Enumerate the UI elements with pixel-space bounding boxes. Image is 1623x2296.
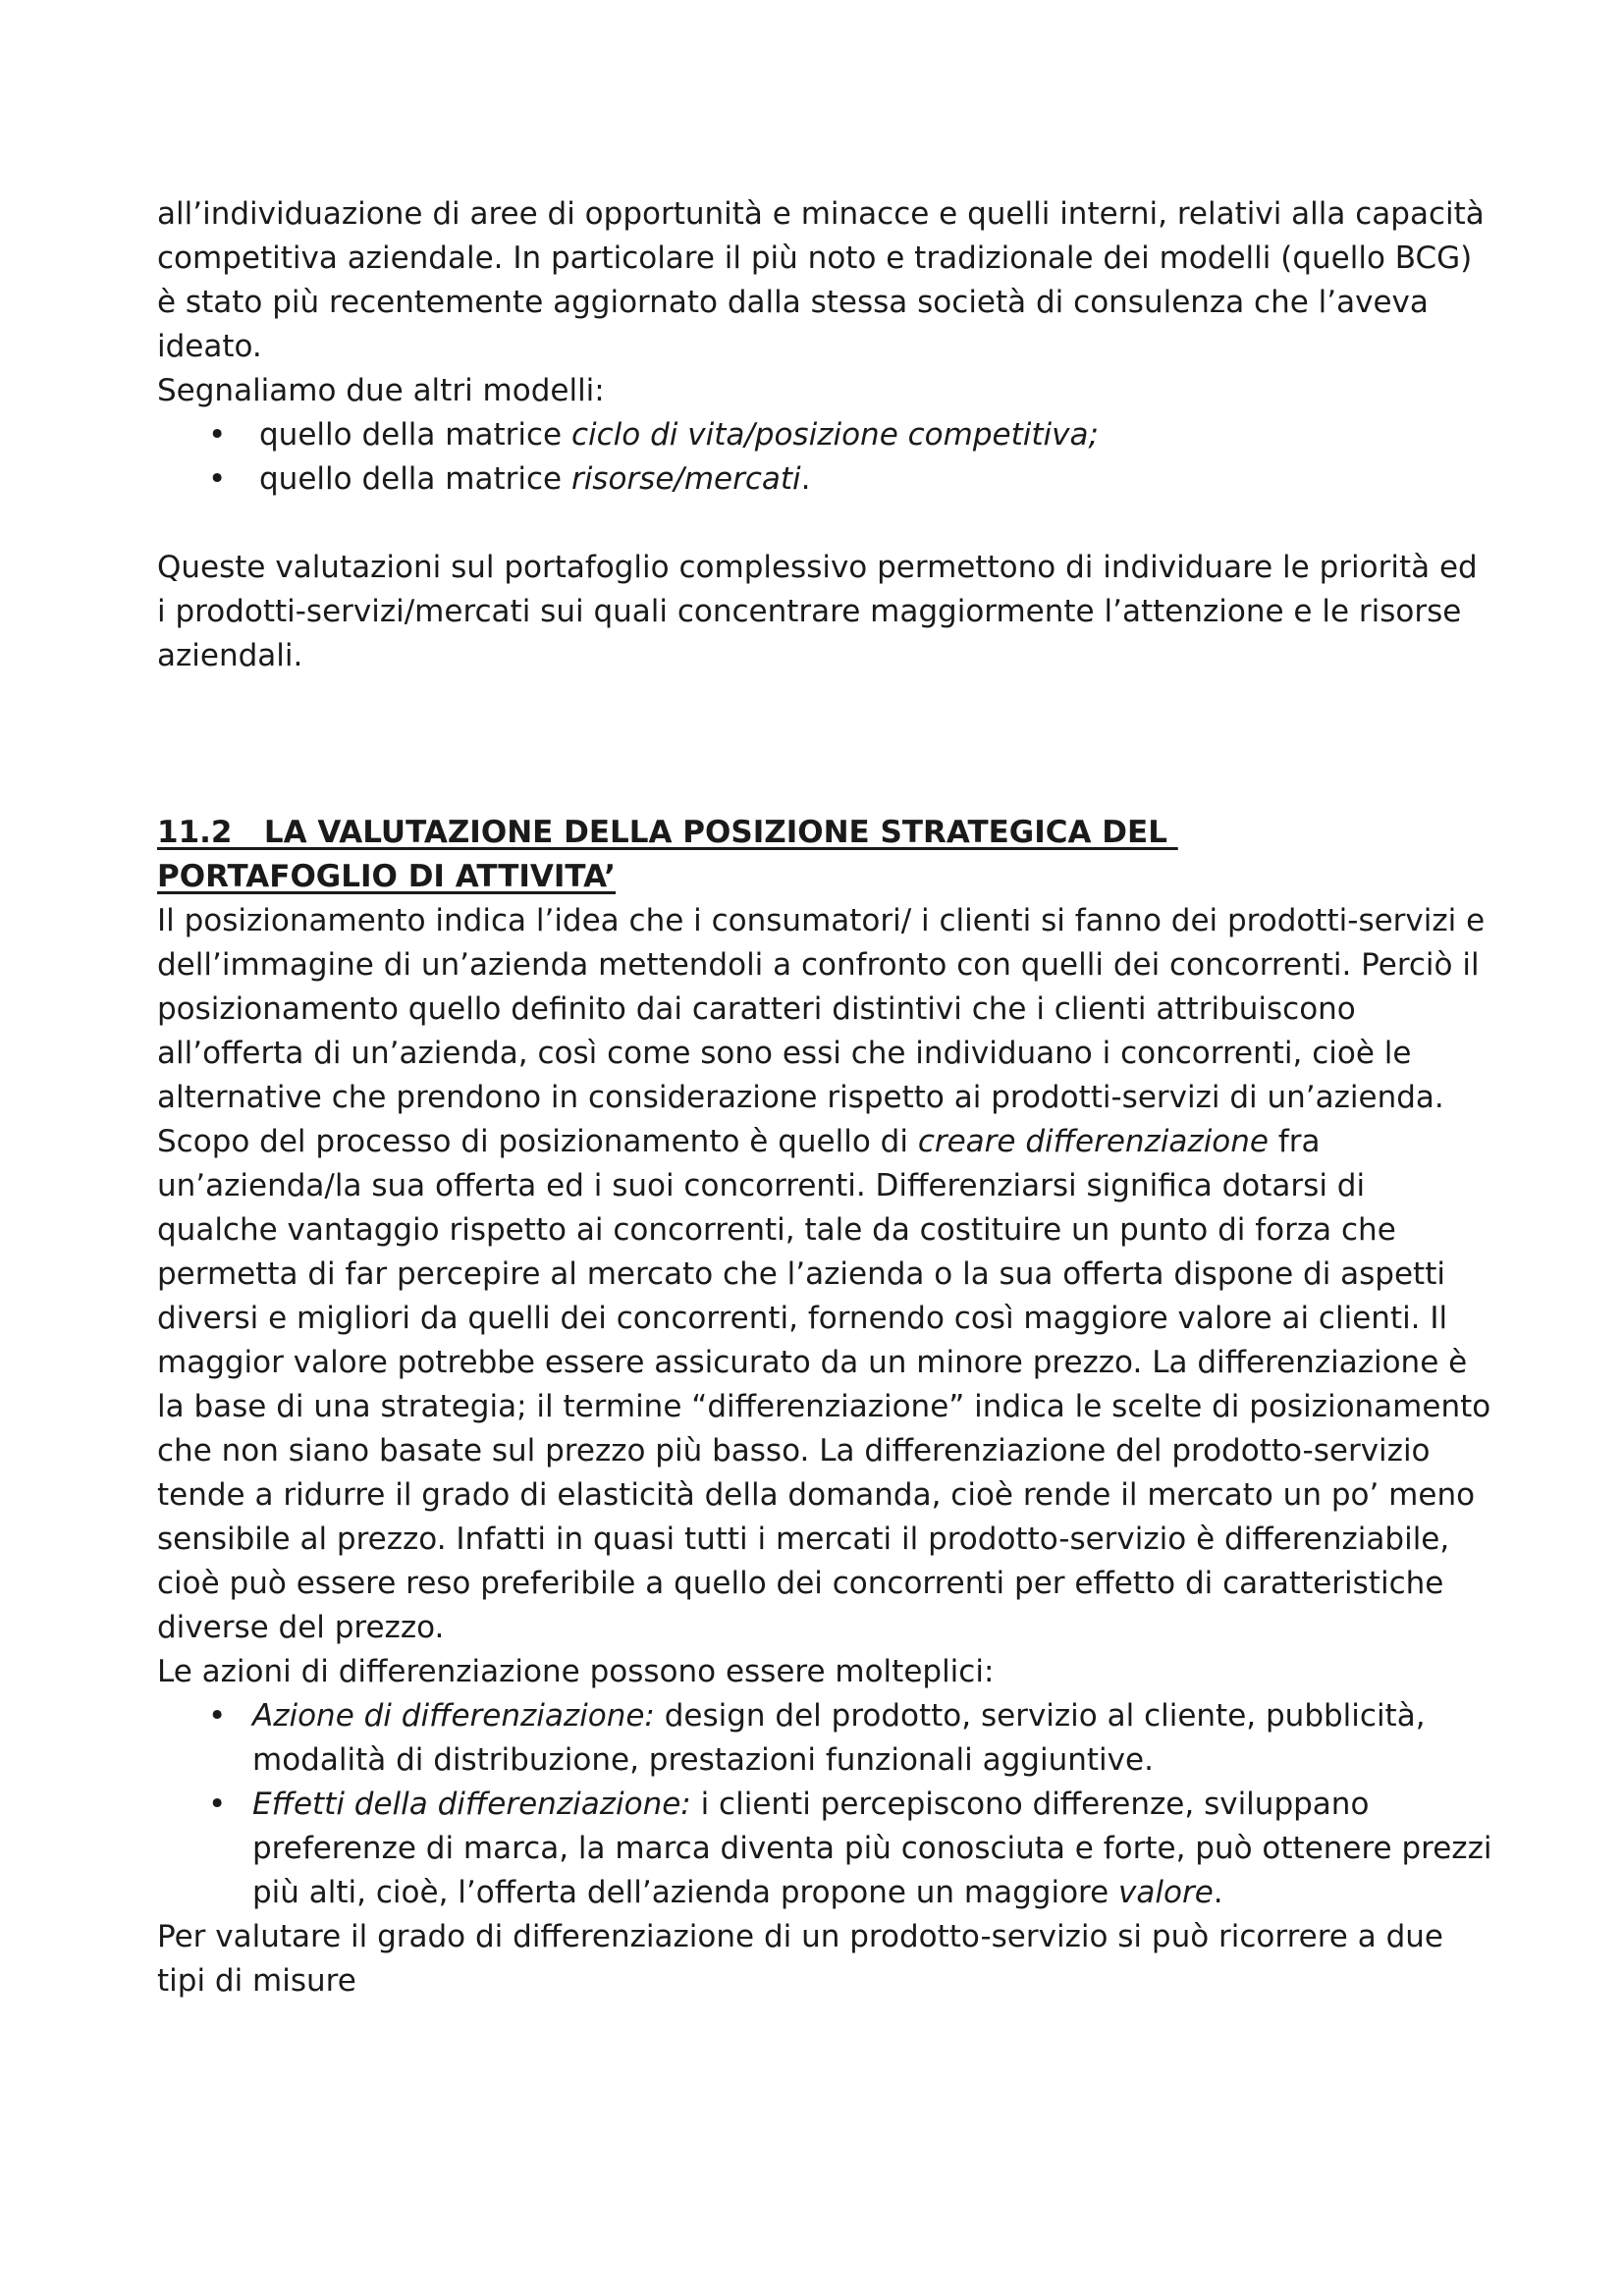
list-item: • Azione di differenziazione: design del prodotto, servizio al cliente, pubblicità, modalità di distribuzione, prestazioni funzionali aggiuntive.: [157, 1694, 1492, 1783]
section-heading-line-1: 11.2 LA VALUTAZIONE DELLA POSIZIONE STRATEGICA DEL: [157, 815, 1178, 850]
section-heading: [157, 811, 1492, 899]
differentiation-paragraph: Scopo del processo di posizionamento è quello di creare differenziazione fra un’azienda/la sua offerta ed i suoi concorrenti. Differenziarsi significa dotarsi di qualche vantaggio rispetto ai concorrenti, tale da costituire un punto di forza che permetta di far percepire al mercato che l’azienda o la sua offerta dispone di aspetti diversi e migliori da quelli dei concorrenti, fornendo così maggiore valore ai clienti. Il maggior valore potrebbe essere assicurato da un minore prezzo. La differenziazione è la base di una strategia; il termine “differenziazione” indica le scelte di posizionamento che non siano basate sul prezzo più basso. La differenziazione del prodotto-servizio tende a ridurre il grado di elasticità della domanda, cioè rende il mercato un po’ meno sensibile al prezzo. Infatti in quasi tutti i mercati il prodotto-servizio è differenziabile, cioè può essere reso preferibile a quello dei concorrenti per effetto di caratteristiche diverse del prezzo.: [157, 1124, 1491, 1645]
list-item: • Effetti della differenziazione: i clienti percepiscono differenze, sviluppano preferenze di marca, la marca diventa più conosciuta e forte, può ottenere prezzi più alti, cioè, l’offerta dell’azienda propone un maggiore valore.: [157, 1783, 1492, 1915]
models-list: [157, 413, 1492, 502]
list-item: • quello della matrice ciclo di vita/posizione competitiva;: [157, 413, 1492, 457]
section-heading-line-2: PORTAFOGLIO DI ATTIVITA’: [157, 859, 617, 894]
actions-list: [157, 1694, 1492, 1915]
measures-paragraph: Per valutare il grado di differenziazione di un prodotto-servizio si può ricorrere a due tipi di misure: [157, 1919, 1443, 1999]
models-lead: Segnaliamo due altri modelli:: [157, 373, 605, 408]
actions-lead: Le azioni di differenziazione possono essere molteplici:: [157, 1654, 995, 1689]
positioning-paragraph: Il posizionamento indica l’idea che i consumatori/ i clienti si fanno dei prodotti-servizi e dell’immagine di un’azienda mettendoli a confronto con quelli dei concorrenti. Perciò il posizionamento quello definito dai caratteri distintivi che i clienti attribuiscono all’offerta di un’azienda, così come sono essi che individuano i concorrenti, cioè le alternative che prendono in considerazione rispetto ai prodotti-servizi di un’azienda.: [157, 903, 1486, 1115]
intro-closing-paragraph: Queste valutazioni sul portafoglio complessivo permettono di individuare le priorità ed i prodotti-servizi/mercati sui quali concentrare maggiormente l’attenzione e le risorse aziendali.: [157, 550, 1478, 673]
document-page: [157, 192, 1492, 2003]
intro-paragraph: all’individuazione di aree di opportunità e minacce e quelli interni, relativi alla capacità competitiva aziendale. In particolare il più noto e tradizionale dei modelli (quello BCG) è stato più recentemente aggiornato dalla stessa società di consulenza che l’aveva ideato.: [157, 196, 1485, 364]
list-item: • quello della matrice risorse/mercati.: [157, 457, 1492, 502]
